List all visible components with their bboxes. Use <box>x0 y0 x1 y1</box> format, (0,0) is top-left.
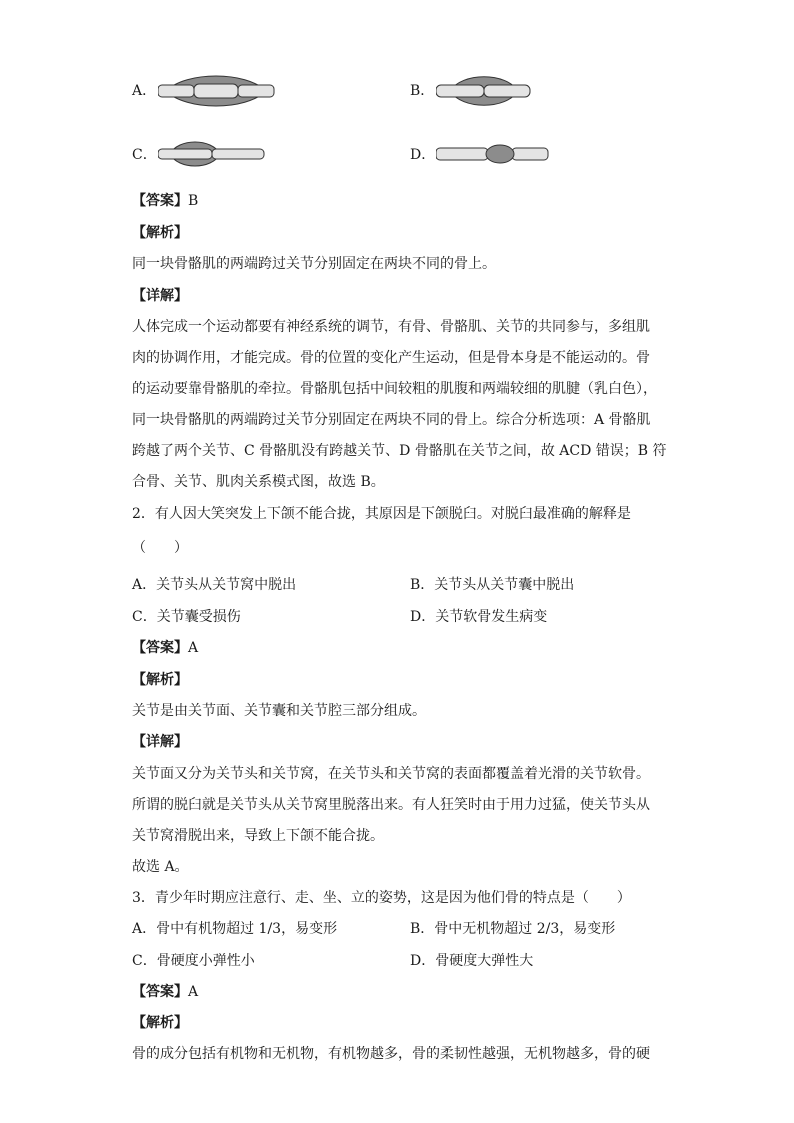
q2-detail-line: 关节窝滑脱出来，导致上下颌不能合拢。 <box>132 828 384 844</box>
q2-detail-line: 故选 A。 <box>132 859 189 875</box>
q1-answer <box>132 191 198 211</box>
figure-option-c-diagram <box>158 135 266 173</box>
q1-detail-line: 合骨、关节、肌肉关系模式图，故选 B。 <box>132 474 385 490</box>
q2-option-c: C．关节囊受损伤 <box>132 609 241 625</box>
figure-option-b-label: B． <box>410 83 435 99</box>
answer-value: B <box>188 193 199 209</box>
q1-detail-line: 肉的协调作用，才能完成。骨的位置的变化产生运动，但是骨本身是不能运动的。骨 <box>132 350 650 366</box>
q3-analysis-tag: 【解析】 <box>132 1015 188 1031</box>
q1-detail-line: 人体完成一个运动都要有神经系统的调节，有骨、骨骼肌、关节的共同参与，多组肌 <box>132 319 650 335</box>
q2-answer <box>132 638 198 658</box>
q1-detail-line: 同一块骨骼肌的两端跨过关节分别固定在两块不同的骨上。综合分析选项：A 骨骼肌 <box>132 412 651 428</box>
q2-option-b: B．关节头从关节囊中脱出 <box>410 577 575 593</box>
q3-option-d: D．骨硬度大弹性大 <box>410 953 534 969</box>
answer-value: A <box>188 984 199 1000</box>
answer-tag: 【答案】 <box>132 193 188 209</box>
figure-option-a-label: A． <box>132 83 157 99</box>
q3-stem: 3．青少年时期应注意行、走、坐、立的姿势，这是因为他们骨的特点是（ ） <box>132 890 631 906</box>
q2-stem-blank: （ ） <box>132 540 188 556</box>
q3-option-b: B．骨中无机物超过 2/3，易变形 <box>410 921 616 937</box>
q2-stem: 2．有人因大笑突发上下颌不能合拢，其原因是下颌脱臼。对脱臼最准确的解释是 <box>132 506 631 522</box>
figure-option-d-diagram <box>436 138 550 170</box>
answer-tag: 【答案】 <box>132 640 188 656</box>
q2-analysis-tag: 【解析】 <box>132 672 188 688</box>
answer-tag: 【答案】 <box>132 984 188 1000</box>
q2-detail-line: 关节面又分为关节头和关节窝，在关节头和关节窝的表面都覆盖着光滑的关节软骨。 <box>132 766 650 782</box>
figure-option-d-label: D． <box>410 147 436 163</box>
q2-option-d: D．关节软骨发生病变 <box>410 609 548 625</box>
q1-detail-line: 的运动要靠骨骼肌的牵拉。骨骼肌包括中间较粗的肌腹和两端较细的肌腱（乳白色）， <box>132 381 657 397</box>
q3-analysis-text: 骨的成分包括有机物和无机物，有机物越多，骨的柔韧性越强，无机物越多，骨的硬 <box>132 1046 650 1062</box>
figure-option-a-diagram <box>158 70 276 112</box>
q2-option-a: A．关节头从关节窝中脱出 <box>132 577 297 593</box>
answer-value: A <box>188 640 199 656</box>
q2-detail-line: 所谓的脱臼就是关节头从关节窝里脱落出来。有人狂笑时由于用力过猛，使关节头从 <box>132 797 650 813</box>
q3-option-a: A．骨中有机物超过 1/3，易变形 <box>132 921 338 937</box>
figure-option-c-label: C． <box>132 147 157 163</box>
q2-detail-tag: 【详解】 <box>132 734 188 750</box>
figure-option-b-diagram <box>436 70 532 112</box>
q1-analysis-tag: 【解析】 <box>132 225 188 241</box>
q1-detail-tag: 【详解】 <box>132 288 188 304</box>
q1-analysis-text: 同一块骨骼肌的两端跨过关节分别固定在两块不同的骨上。 <box>132 256 496 272</box>
q1-detail-line: 跨越了两个关节、C 骨骼肌没有跨越关节、D 骨骼肌在关节之间，故 ACD 错误；B 符 <box>132 443 667 459</box>
q3-option-c: C．骨硬度小弹性小 <box>132 953 255 969</box>
q2-analysis-text: 关节是由关节面、关节囊和关节腔三部分组成。 <box>132 703 426 719</box>
q3-answer <box>132 982 198 1002</box>
